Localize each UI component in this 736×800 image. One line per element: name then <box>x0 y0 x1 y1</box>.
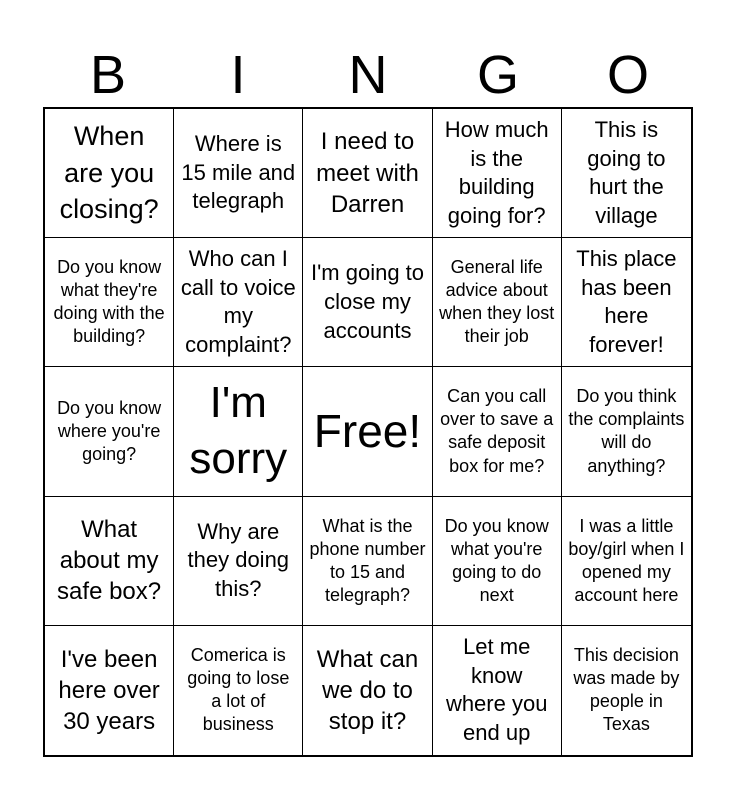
bingo-cell[interactable]: This is going to hurt the village <box>562 109 691 238</box>
bingo-cell[interactable]: General life advice about when they lost their job <box>433 238 562 367</box>
bingo-cell[interactable]: Comerica is going to lose a lot of business <box>174 626 303 755</box>
bingo-cell[interactable]: This place has been here forever! <box>562 238 691 367</box>
header-letter-i: I <box>230 45 246 105</box>
bingo-cell[interactable]: This decision was made by people in Texas <box>573 645 680 735</box>
bingo-cell[interactable]: Do you know what you're going to do next <box>433 497 562 626</box>
bingo-cell[interactable]: How much is the building going for? <box>433 109 562 238</box>
bingo-cell[interactable]: I was a little boy/girl when I opened my account here <box>562 497 691 626</box>
bingo-cell[interactable]: What can we do to stop it? <box>303 626 432 755</box>
bingo-cell[interactable]: Can you call over to save a safe deposit box for me? <box>433 367 562 496</box>
free-space[interactable]: Free! <box>303 367 432 496</box>
bingo-cell[interactable]: Why are they doing this? <box>174 497 303 626</box>
bingo-cell[interactable]: Do you know where you're going? <box>45 367 174 496</box>
bingo-cell[interactable]: Do you know what they're doing with the building? <box>45 238 174 367</box>
header-letter-n: N <box>348 45 388 105</box>
bingo-cell[interactable]: When are you closing? <box>45 109 174 238</box>
bingo-cell[interactable]: I'm sorry <box>174 367 303 496</box>
bingo-cell[interactable]: What about my safe box? <box>45 497 174 626</box>
bingo-cell[interactable]: Where is 15 mile and telegraph <box>174 109 303 238</box>
bingo-cell[interactable]: I need to meet with Darren <box>303 109 432 238</box>
bingo-cell[interactable]: I've been here over 30 years <box>45 626 174 755</box>
bingo-cell[interactable]: Let me know where you end up <box>433 626 562 755</box>
bingo-cell[interactable]: What is the phone number to 15 and telegraph? <box>303 497 432 626</box>
bingo-cell[interactable]: I'm going to close my accounts <box>303 238 432 367</box>
bingo-card <box>43 107 693 757</box>
bingo-cell[interactable]: Do you think the complaints will do anything? <box>562 367 691 496</box>
header-letter-o: O <box>606 45 649 105</box>
bingo-cell[interactable]: Who can I call to voice my complaint? <box>174 238 303 367</box>
header-letter-g: G <box>476 45 519 105</box>
header-letter-b: B <box>89 45 127 105</box>
bingo-header <box>43 42 693 108</box>
